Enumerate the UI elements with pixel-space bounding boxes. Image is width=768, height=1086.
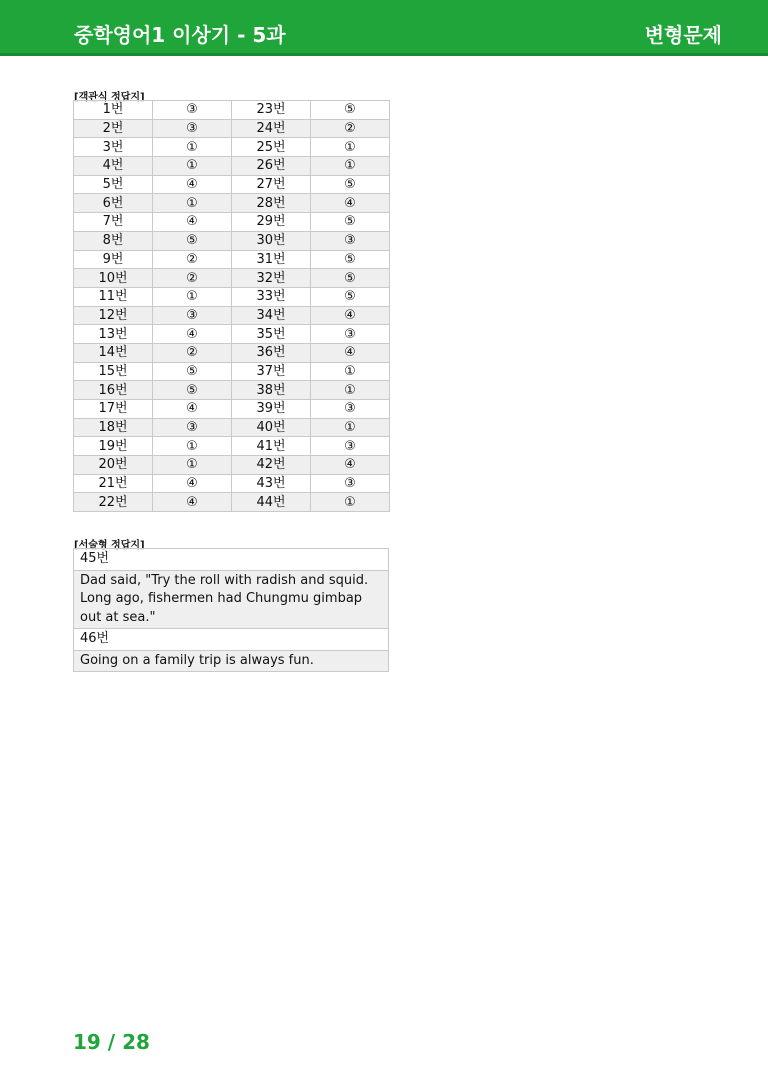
question-number-cell: 22번 — [74, 493, 153, 512]
question-number-cell: 5번 — [74, 175, 153, 194]
essay-answer-table — [73, 548, 389, 672]
answer-cell: ④ — [311, 194, 390, 213]
table-row — [74, 119, 390, 138]
answer-cell: ① — [311, 381, 390, 400]
question-number-cell: 35번 — [232, 325, 311, 344]
table-row — [74, 629, 389, 651]
objective-answer-rows — [74, 101, 390, 512]
answer-cell: ⑤ — [153, 381, 232, 400]
question-number-cell: 25번 — [232, 138, 311, 157]
table-row — [74, 101, 390, 120]
question-number-cell: 34번 — [232, 306, 311, 325]
question-number-cell: 7번 — [74, 213, 153, 232]
answer-cell: ③ — [311, 437, 390, 456]
answer-cell: ⑤ — [311, 175, 390, 194]
answer-cell: ③ — [153, 119, 232, 138]
question-number-cell: 21번 — [74, 474, 153, 493]
question-number-cell: 2번 — [74, 119, 153, 138]
table-row — [74, 157, 390, 176]
question-number-cell: 31번 — [232, 250, 311, 269]
table-row — [74, 418, 390, 437]
question-number-cell: 44번 — [232, 493, 311, 512]
answer-cell: ④ — [153, 400, 232, 419]
table-row — [74, 437, 390, 456]
answer-cell: ① — [311, 493, 390, 512]
answer-cell: ③ — [153, 101, 232, 120]
question-number-cell: 17번 — [74, 400, 153, 419]
question-number-cell: 20번 — [74, 456, 153, 475]
question-number-cell: 23번 — [232, 101, 311, 120]
essay-question-number: 45번 — [74, 549, 389, 571]
question-number-cell: 19번 — [74, 437, 153, 456]
answer-cell: ① — [153, 194, 232, 213]
question-number-cell: 33번 — [232, 287, 311, 306]
question-number-cell: 39번 — [232, 400, 311, 419]
question-number-cell: 26번 — [232, 157, 311, 176]
answer-cell: ⑤ — [311, 287, 390, 306]
question-number-cell: 1번 — [74, 101, 153, 120]
question-number-cell: 43번 — [232, 474, 311, 493]
table-row — [74, 138, 390, 157]
answer-cell: ① — [153, 287, 232, 306]
essay-answer-text: Going on a family trip is always fun. — [74, 650, 389, 672]
question-number-cell: 15번 — [74, 362, 153, 381]
table-row — [74, 213, 390, 232]
question-number-cell: 42번 — [232, 456, 311, 475]
answer-cell: ③ — [153, 306, 232, 325]
question-number-cell: 29번 — [232, 213, 311, 232]
table-row — [74, 493, 390, 512]
table-row — [74, 400, 390, 419]
answer-cell: ④ — [153, 474, 232, 493]
answer-cell: ⑤ — [311, 101, 390, 120]
table-row — [74, 194, 390, 213]
answer-cell: ① — [153, 157, 232, 176]
answer-cell: ③ — [311, 400, 390, 419]
answer-cell: ④ — [311, 456, 390, 475]
table-row — [74, 287, 390, 306]
question-number-cell: 10번 — [74, 269, 153, 288]
question-number-cell: 30번 — [232, 231, 311, 250]
answer-cell: ④ — [311, 306, 390, 325]
table-row — [74, 250, 390, 269]
question-number-cell: 13번 — [74, 325, 153, 344]
question-number-cell: 37번 — [232, 362, 311, 381]
answer-cell: ⑤ — [311, 213, 390, 232]
question-number-cell: 24번 — [232, 119, 311, 138]
answer-cell: ④ — [153, 213, 232, 232]
question-number-cell: 36번 — [232, 343, 311, 362]
table-row — [74, 306, 390, 325]
page-number: 19 / 28 — [73, 1030, 150, 1054]
answer-cell: ⑤ — [153, 231, 232, 250]
answer-cell: ① — [153, 456, 232, 475]
answer-cell: ④ — [153, 493, 232, 512]
question-number-cell: 11번 — [74, 287, 153, 306]
objective-answer-table — [73, 100, 390, 512]
question-number-cell: 41번 — [232, 437, 311, 456]
question-number-cell: 38번 — [232, 381, 311, 400]
question-number-cell: 18번 — [74, 418, 153, 437]
essay-question-number: 46번 — [74, 629, 389, 651]
answer-cell: ④ — [153, 325, 232, 344]
answer-cell: ④ — [311, 343, 390, 362]
answer-cell: ⑤ — [311, 250, 390, 269]
table-row — [74, 474, 390, 493]
answer-cell: ① — [311, 157, 390, 176]
table-row — [74, 456, 390, 475]
table-row — [74, 175, 390, 194]
page-header — [0, 0, 768, 56]
question-number-cell: 40번 — [232, 418, 311, 437]
question-number-cell: 8번 — [74, 231, 153, 250]
answer-cell: ① — [311, 138, 390, 157]
objective-section-label: [객관식 정답지] — [74, 92, 145, 103]
answer-cell: ① — [153, 138, 232, 157]
question-number-cell: 16번 — [74, 381, 153, 400]
answer-cell: ④ — [153, 175, 232, 194]
question-number-cell: 6번 — [74, 194, 153, 213]
answer-cell: ② — [311, 119, 390, 138]
table-row — [74, 650, 389, 672]
table-row — [74, 231, 390, 250]
table-row — [74, 570, 389, 629]
answer-cell: ⑤ — [153, 362, 232, 381]
answer-cell: ⑤ — [311, 269, 390, 288]
answer-cell: ① — [311, 362, 390, 381]
question-number-cell: 12번 — [74, 306, 153, 325]
table-row — [74, 343, 390, 362]
table-row — [74, 362, 390, 381]
answer-cell: ③ — [153, 418, 232, 437]
answer-cell: ① — [153, 437, 232, 456]
header-section-label: 변형문제 — [644, 23, 722, 47]
essay-section-label: [서술형 정답지] — [74, 540, 145, 551]
answer-cell: ① — [311, 418, 390, 437]
question-number-cell: 9번 — [74, 250, 153, 269]
answer-cell: ② — [153, 250, 232, 269]
question-number-cell: 14번 — [74, 343, 153, 362]
essay-answer-text: Dad said, "Try the roll with radish and squid. Long ago, fishermen had Chungmu gimbap out at sea." — [74, 570, 389, 629]
table-row — [74, 325, 390, 344]
question-number-cell: 28번 — [232, 194, 311, 213]
question-number-cell: 32번 — [232, 269, 311, 288]
table-row — [74, 269, 390, 288]
question-number-cell: 27번 — [232, 175, 311, 194]
answer-cell: ② — [153, 269, 232, 288]
question-number-cell: 4번 — [74, 157, 153, 176]
page-title: 중학영어1 이상기 - 5과 — [74, 23, 286, 47]
answer-cell: ③ — [311, 231, 390, 250]
table-row — [74, 381, 390, 400]
question-number-cell: 3번 — [74, 138, 153, 157]
answer-cell: ③ — [311, 474, 390, 493]
answer-cell: ③ — [311, 325, 390, 344]
table-row — [74, 549, 389, 571]
answer-cell: ② — [153, 343, 232, 362]
